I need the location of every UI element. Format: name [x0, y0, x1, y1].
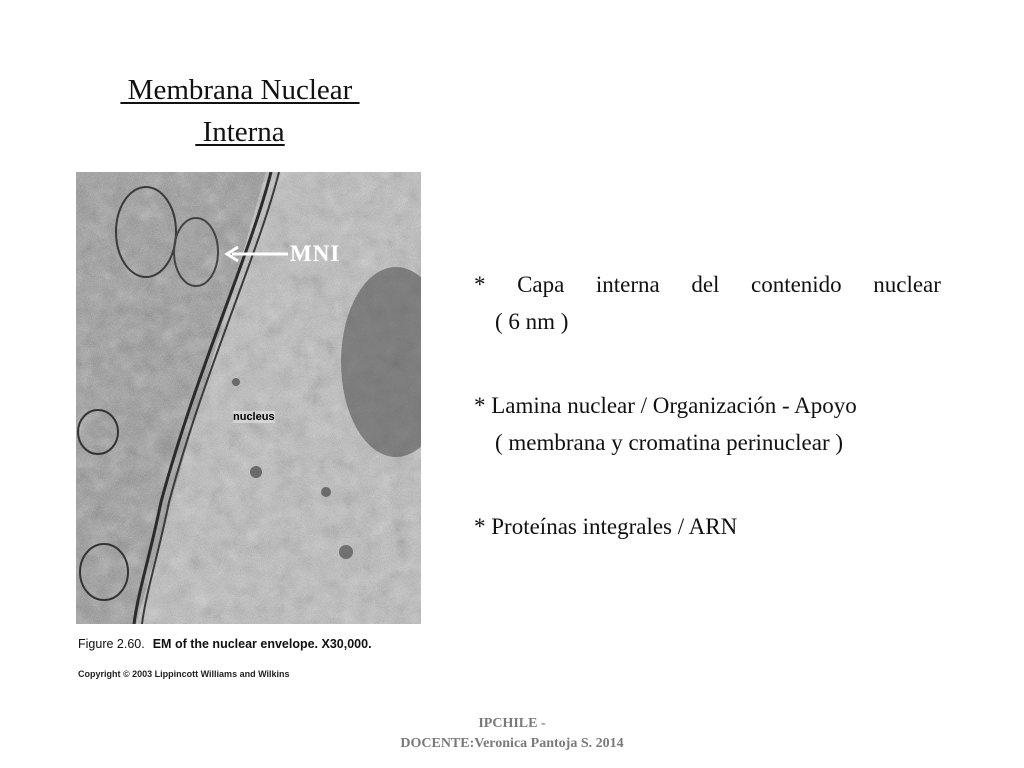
mni-annotation-label: MNI: [290, 241, 341, 266]
bullet-list: [474, 266, 974, 545]
bullet-1-line-1: [474, 266, 941, 303]
bullet-2-line-2: ( membrana y cromatina perinuclear ): [495, 430, 844, 455]
figure-caption-number: Figure 2.60.: [78, 637, 145, 651]
arrow-left-icon: [222, 244, 292, 264]
bullet-1-line-2: ( 6 nm ): [495, 309, 569, 334]
bullet-1-word: interna: [595, 272, 660, 297]
bullet-1-marker: *: [474, 272, 486, 297]
bullet-1-word: nuclear: [873, 272, 941, 297]
footer-institution: IPCHILE -: [478, 716, 546, 731]
bullet-2-line-1: * Lamina nuclear / Organización - Apoyo: [474, 393, 857, 418]
footer-author: DOCENTE:Veronica Pantoja S. 2014: [400, 736, 624, 751]
electron-micrograph-image: [76, 172, 421, 624]
bullet-1-word: Capa: [517, 272, 565, 297]
bullet-3-line-1: * Proteínas integrales / ARN: [474, 514, 738, 539]
figure-caption: [78, 637, 372, 651]
figure-caption-text: EM of the nuclear envelope. X30,000.: [152, 637, 372, 651]
slide-title-line-2: Interna: [195, 116, 285, 148]
figure-copyright: Copyright © 2003 Lippincott Williams and Wilkins: [78, 669, 290, 679]
slide-title-line-1: Membrana Nuclear: [120, 74, 360, 106]
bullet-1-word: contenido: [750, 272, 842, 297]
nucleus-label: nucleus: [233, 411, 275, 423]
bullet-1-word: del: [691, 272, 720, 297]
